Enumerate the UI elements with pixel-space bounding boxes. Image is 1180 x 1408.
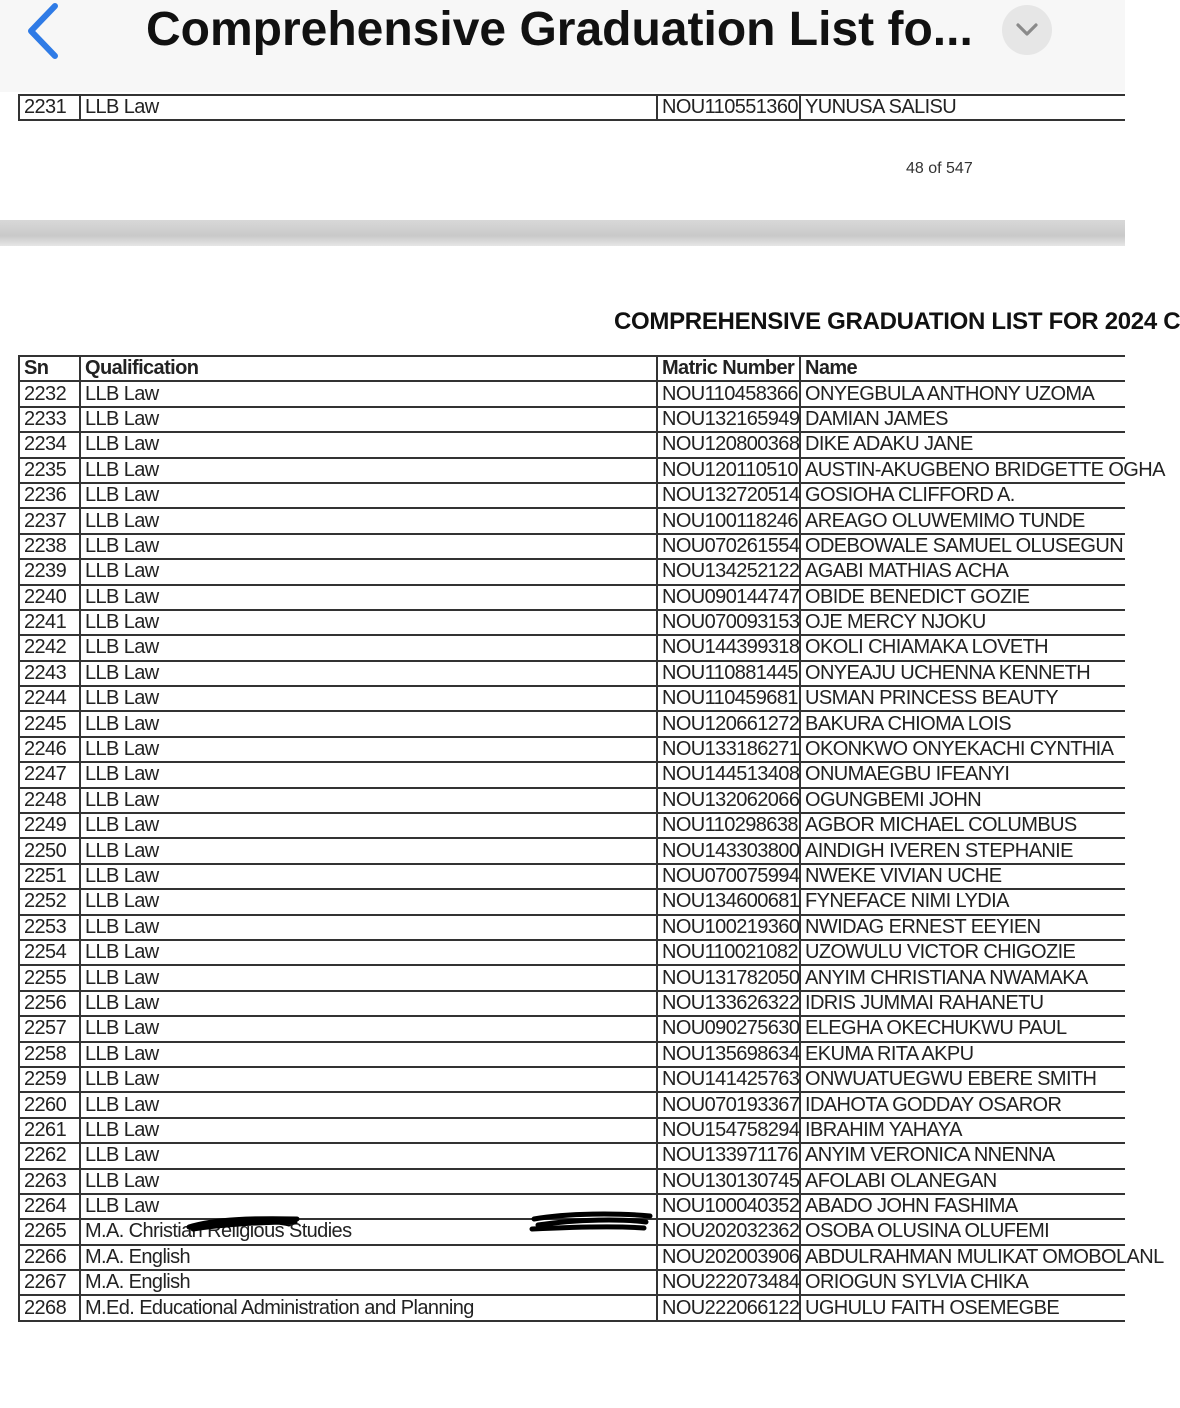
sn-cell: 2265 [19, 1219, 80, 1244]
qualification-cell: LLB Law [80, 1067, 657, 1092]
matric-cell: NOU133626322 [657, 991, 800, 1016]
matric-cell: NOU110298638 [657, 813, 800, 838]
table-row [19, 483, 1125, 508]
sn-cell: 2231 [19, 95, 80, 120]
name-cell: IBRAHIM YAHAYA [800, 1118, 1125, 1143]
qualification-cell: LLB Law [80, 610, 657, 635]
matric-cell: NOU100118246 [657, 508, 800, 533]
column-header-name: Name [800, 356, 1125, 381]
sn-cell: 2238 [19, 534, 80, 559]
sn-cell: 2262 [19, 1143, 80, 1168]
name-cell: ONYEAJU UCHENNA KENNETH [800, 661, 1125, 686]
sn-cell: 2241 [19, 610, 80, 635]
column-header-matric-number: Matric Number [657, 356, 800, 381]
table-row [19, 432, 1125, 457]
sn-cell: 2235 [19, 458, 80, 483]
table-row [19, 559, 1125, 584]
qualification-cell: LLB Law [80, 813, 657, 838]
qualification-cell: M.A. Christian Religious Studies [80, 1219, 657, 1244]
table-row [19, 965, 1125, 990]
name-cell: ANYIM CHRISTIANA NWAMAKA [800, 965, 1125, 990]
matric-cell: NOU222073484 [657, 1270, 800, 1295]
sn-cell: 2237 [19, 508, 80, 533]
name-cell: EKUMA RITA AKPU [800, 1042, 1125, 1067]
matric-cell: NOU120661272 [657, 711, 800, 736]
name-cell: AUSTIN-AKUGBENO BRIDGETTE OGHA [800, 458, 1125, 483]
qualification-cell: LLB Law [80, 889, 657, 914]
sn-cell: 2263 [19, 1169, 80, 1194]
table-row [19, 711, 1125, 736]
table-row [19, 635, 1125, 660]
name-cell: FYNEFACE NIMI LYDIA [800, 889, 1125, 914]
name-cell: ODEBOWALE SAMUEL OLUSEGUN [800, 534, 1125, 559]
qualification-cell: LLB Law [80, 559, 657, 584]
sn-cell: 2253 [19, 915, 80, 940]
qualification-cell: M.Ed. Educational Administration and Planning [80, 1295, 657, 1320]
sn-cell: 2257 [19, 1016, 80, 1041]
qualification-cell: LLB Law [80, 838, 657, 863]
qualification-cell: LLB Law [80, 915, 657, 940]
sn-cell: 2242 [19, 635, 80, 660]
title-menu-button[interactable] [1002, 5, 1052, 55]
qualification-cell: LLB Law [80, 1042, 657, 1067]
qualification-cell: LLB Law [80, 1169, 657, 1194]
name-cell: DIKE ADAKU JANE [800, 432, 1125, 457]
sn-cell: 2256 [19, 991, 80, 1016]
table-row [19, 889, 1125, 914]
sn-cell: 2251 [19, 864, 80, 889]
table-header-row [19, 356, 1125, 381]
qualification-cell: LLB Law [80, 762, 657, 787]
qualification-cell: M.A. English [80, 1245, 657, 1270]
matric-cell: NOU070075994 [657, 864, 800, 889]
column-header-qualification: Qualification [80, 356, 657, 381]
table-row [19, 1092, 1125, 1117]
sn-cell: 2248 [19, 788, 80, 813]
matric-cell: NOU100040352 [657, 1194, 800, 1219]
name-cell: NWEKE VIVIAN UCHE [800, 864, 1125, 889]
matric-cell: NOU120110510 [657, 458, 800, 483]
name-cell: IDRIS JUMMAI RAHANETU [800, 991, 1125, 1016]
matric-cell: NOU141425763 [657, 1067, 800, 1092]
previous-page-table [18, 94, 1125, 121]
name-cell: BAKURA CHIOMA LOIS [800, 711, 1125, 736]
qualification-cell: LLB Law [80, 95, 657, 120]
matric-cell: NOU143303800 [657, 838, 800, 863]
qualification-cell: LLB Law [80, 585, 657, 610]
name-cell: OBIDE BENEDICT GOZIE [800, 585, 1125, 610]
matric-cell: NOU110458366 [657, 381, 800, 406]
sn-cell: 2267 [19, 1270, 80, 1295]
qualification-cell: LLB Law [80, 864, 657, 889]
matric-cell: NOU134600681 [657, 889, 800, 914]
name-cell: ABDULRAHMAN MULIKAT OMOBOLANL [800, 1245, 1125, 1270]
table-row [19, 458, 1125, 483]
sn-cell: 2258 [19, 1042, 80, 1067]
matric-cell: NOU110459681 [657, 686, 800, 711]
name-cell: AGABI MATHIAS ACHA [800, 559, 1125, 584]
table-row [19, 1042, 1125, 1067]
graduation-list-table [18, 355, 1165, 1322]
page-separator [0, 220, 1125, 246]
matric-cell: NOU202032362 [657, 1219, 800, 1244]
qualification-cell: LLB Law [80, 686, 657, 711]
back-button[interactable] [18, 0, 68, 62]
table-row [19, 1067, 1125, 1092]
name-cell: ONUMAEGBU IFEANYI [800, 762, 1125, 787]
qualification-cell: LLB Law [80, 661, 657, 686]
sn-cell: 2260 [19, 1092, 80, 1117]
page-title: Comprehensive Graduation List fo... [146, 3, 973, 56]
qualification-cell: LLB Law [80, 458, 657, 483]
qualification-cell: LLB Law [80, 991, 657, 1016]
table-row [19, 1245, 1125, 1270]
name-cell: IDAHOTA GODDAY OSAROR [800, 1092, 1125, 1117]
chevron-down-icon [1015, 22, 1039, 38]
qualification-cell: LLB Law [80, 1118, 657, 1143]
matric-cell: NOU070093153 [657, 610, 800, 635]
table-row [19, 1295, 1125, 1320]
matric-cell: NOU090144747 [657, 585, 800, 610]
name-cell: AFOLABI OLANEGAN [800, 1169, 1125, 1194]
sn-cell: 2261 [19, 1118, 80, 1143]
name-cell: USMAN PRINCESS BEAUTY [800, 686, 1125, 711]
name-cell: OSOBA OLUSINA OLUFEMI [800, 1219, 1125, 1244]
table-row [19, 838, 1125, 863]
name-cell: OKONKWO ONYEKACHI CYNTHIA [800, 737, 1125, 762]
table-row [19, 1169, 1125, 1194]
redaction-scribble [185, 1210, 305, 1236]
qualification-cell: LLB Law [80, 1194, 657, 1219]
qualification-cell: LLB Law [80, 737, 657, 762]
name-cell: OJE MERCY NJOKU [800, 610, 1125, 635]
sn-cell: 2264 [19, 1194, 80, 1219]
name-cell: ORIOGUN SYLVIA CHIKA [800, 1270, 1125, 1295]
qualification-cell: LLB Law [80, 635, 657, 660]
qualification-cell: LLB Law [80, 407, 657, 432]
table-row [19, 788, 1125, 813]
name-cell: GOSIOHA CLIFFORD A. [800, 483, 1125, 508]
table-row [19, 585, 1125, 610]
name-cell: OGUNGBEMI JOHN [800, 788, 1125, 813]
qualification-cell: LLB Law [80, 483, 657, 508]
matric-cell: NOU131782050 [657, 965, 800, 990]
table-row [19, 1270, 1125, 1295]
matric-cell: NOU144513408 [657, 762, 800, 787]
table-row [19, 762, 1125, 787]
sn-cell: 2243 [19, 661, 80, 686]
matric-cell: NOU070261554 [657, 534, 800, 559]
matric-cell: NOU110551360 [657, 95, 800, 120]
page-number: 48 of 547 [906, 160, 973, 177]
matric-cell: NOU090275630 [657, 1016, 800, 1041]
table-row [19, 686, 1125, 711]
name-cell: AREAGO OLUWEMIMO TUNDE [800, 508, 1125, 533]
matric-cell: NOU110021082 [657, 940, 800, 965]
matric-cell: NOU135698634 [657, 1042, 800, 1067]
matric-cell: NOU120800368 [657, 432, 800, 457]
name-cell: UZOWULU VICTOR CHIGOZIE [800, 940, 1125, 965]
sn-cell: 2249 [19, 813, 80, 838]
table-row [19, 915, 1125, 940]
table-row [19, 95, 1125, 120]
redaction-scribble [528, 1207, 656, 1237]
matric-cell: NOU070193367 [657, 1092, 800, 1117]
name-cell: AGBOR MICHAEL COLUMBUS [800, 813, 1125, 838]
chevron-left-icon [23, 0, 63, 62]
sn-cell: 2254 [19, 940, 80, 965]
qualification-cell: LLB Law [80, 940, 657, 965]
name-cell: OKOLI CHIAMAKA LOVETH [800, 635, 1125, 660]
table-row [19, 1016, 1125, 1041]
table-row [19, 534, 1125, 559]
name-cell: YUNUSA SALISU [800, 95, 1125, 120]
table-row [19, 940, 1125, 965]
qualification-cell: LLB Law [80, 534, 657, 559]
sn-cell: 2240 [19, 585, 80, 610]
matric-cell: NOU132062066 [657, 788, 800, 813]
qualification-cell: LLB Law [80, 432, 657, 457]
qualification-cell: LLB Law [80, 788, 657, 813]
name-cell: ONYEGBULA ANTHONY UZOMA [800, 381, 1125, 406]
matric-cell: NOU133971176 [657, 1143, 800, 1168]
column-header-sn: Sn [19, 356, 80, 381]
name-cell: ABADO JOHN FASHIMA [800, 1194, 1125, 1219]
matric-cell: NOU202003906 [657, 1245, 800, 1270]
matric-cell: NOU110881445 [657, 661, 800, 686]
qualification-cell: LLB Law [80, 1143, 657, 1168]
sn-cell: 2252 [19, 889, 80, 914]
sn-cell: 2233 [19, 407, 80, 432]
name-cell: NWIDAG ERNEST EEYIEN [800, 915, 1125, 940]
matric-cell: NOU130130745 [657, 1169, 800, 1194]
table-row [19, 737, 1125, 762]
matric-cell: NOU222066122 [657, 1295, 800, 1320]
sn-cell: 2247 [19, 762, 80, 787]
sn-cell: 2239 [19, 559, 80, 584]
qualification-cell: LLB Law [80, 711, 657, 736]
matric-cell: NOU134252122 [657, 559, 800, 584]
matric-cell: NOU132165949 [657, 407, 800, 432]
matric-cell: NOU132720514 [657, 483, 800, 508]
sn-cell: 2245 [19, 711, 80, 736]
document-heading: COMPREHENSIVE GRADUATION LIST FOR 2024 C [614, 308, 1180, 335]
name-cell: DAMIAN JAMES [800, 407, 1125, 432]
table-row [19, 864, 1125, 889]
sn-cell: 2244 [19, 686, 80, 711]
navigation-bar [0, 0, 1125, 92]
sn-cell: 2259 [19, 1067, 80, 1092]
qualification-cell: LLB Law [80, 1092, 657, 1117]
sn-cell: 2250 [19, 838, 80, 863]
matric-cell: NOU133186271 [657, 737, 800, 762]
sn-cell: 2255 [19, 965, 80, 990]
qualification-cell: LLB Law [80, 381, 657, 406]
name-cell: UGHULU FAITH OSEMEGBE [800, 1295, 1125, 1320]
sn-cell: 2236 [19, 483, 80, 508]
qualification-cell: LLB Law [80, 965, 657, 990]
sn-cell: 2266 [19, 1245, 80, 1270]
table-body [19, 381, 1165, 1320]
matric-cell: NOU154758294 [657, 1118, 800, 1143]
sn-cell: 2232 [19, 381, 80, 406]
table-row [19, 610, 1125, 635]
table-row [19, 813, 1125, 838]
sn-cell: 2234 [19, 432, 80, 457]
qualification-cell: LLB Law [80, 508, 657, 533]
sn-cell: 2268 [19, 1295, 80, 1320]
table-row [19, 381, 1125, 406]
table-row [19, 407, 1125, 432]
name-cell: ELEGHA OKECHUKWU PAUL [800, 1016, 1125, 1041]
table-row [19, 661, 1125, 686]
table-row [19, 1118, 1125, 1143]
table-row [19, 1143, 1125, 1168]
table-row [19, 991, 1125, 1016]
sn-cell: 2246 [19, 737, 80, 762]
name-cell: ONWUATUEGWU EBERE SMITH [800, 1067, 1125, 1092]
qualification-cell: LLB Law [80, 1016, 657, 1041]
qualification-cell: M.A. English [80, 1270, 657, 1295]
matric-cell: NOU144399318 [657, 635, 800, 660]
table-row [19, 508, 1125, 533]
name-cell: ANYIM VERONICA NNENNA [800, 1143, 1125, 1168]
name-cell: AINDIGH IVEREN STEPHANIE [800, 838, 1125, 863]
matric-cell: NOU100219360 [657, 915, 800, 940]
